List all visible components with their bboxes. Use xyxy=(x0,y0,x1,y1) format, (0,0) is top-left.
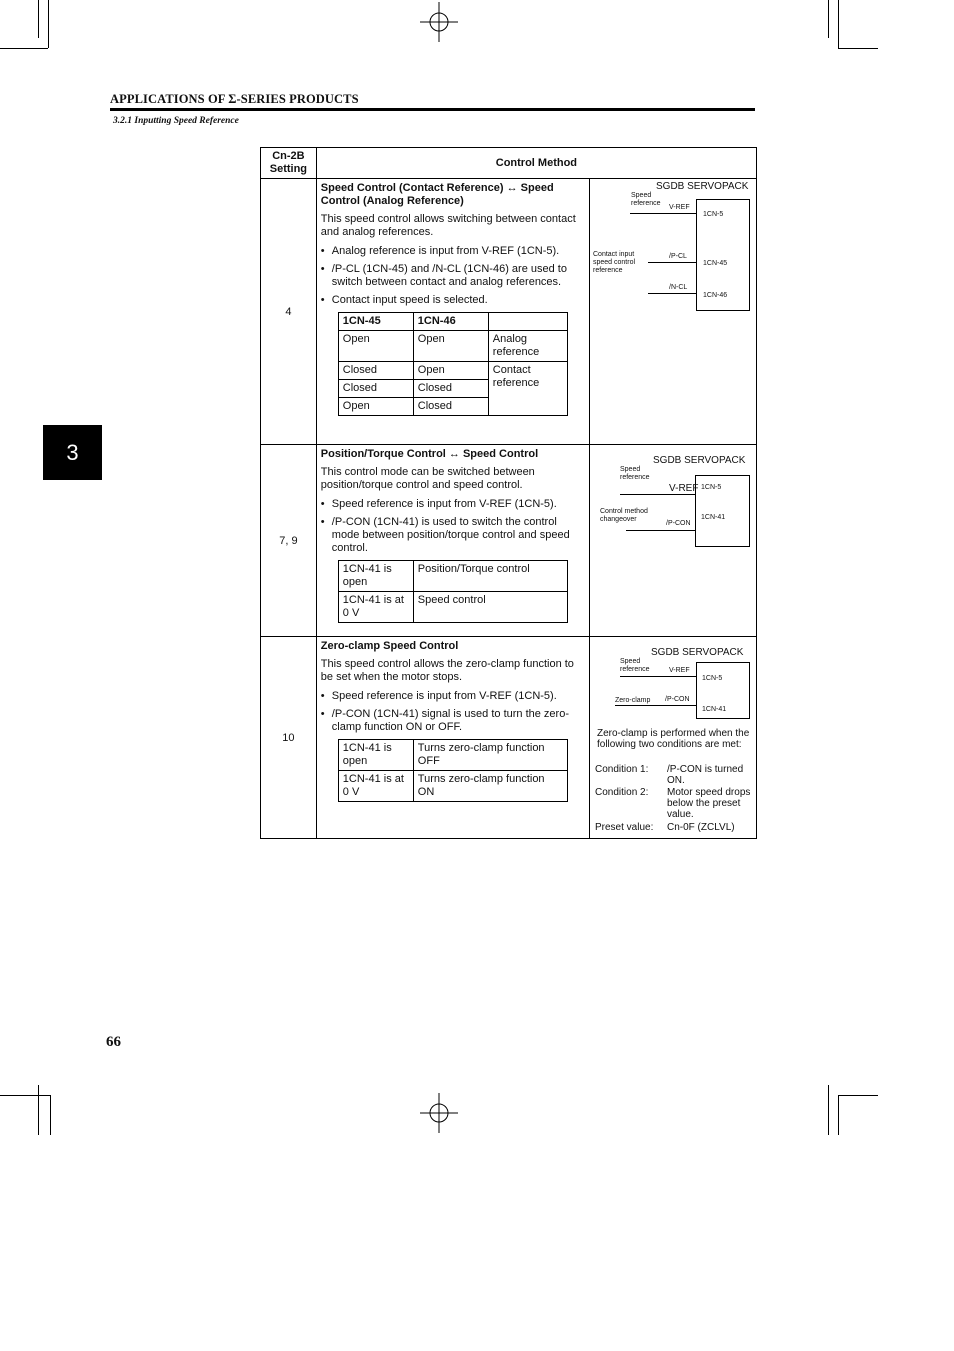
wiring-diagram xyxy=(590,637,757,839)
wiring-diagram xyxy=(590,445,757,637)
crop-mark xyxy=(0,1095,50,1096)
sub-cell: Speed control xyxy=(413,592,567,623)
registration-mark xyxy=(418,2,460,44)
sub-cell: Open xyxy=(338,398,413,416)
pin-label: 1CN-5 xyxy=(702,675,723,682)
pcon-label: /P-CON xyxy=(666,520,691,527)
method-text: This speed control allows the zero-clamp function to be set when the motor stops. xyxy=(320,658,574,683)
crop-mark xyxy=(828,1085,829,1135)
condition-label: Condition 2: xyxy=(595,787,649,798)
sub-cell: Position/Torque control xyxy=(413,561,567,592)
header-rule xyxy=(110,108,755,111)
crop-mark xyxy=(828,0,829,38)
setting-value: 4 xyxy=(261,179,317,445)
pin-label: 1CN-46 xyxy=(703,292,728,299)
contact-label: Contact input speed control reference xyxy=(593,251,636,274)
vref-label: V-REF xyxy=(669,204,690,211)
pin-label: 1CN-5 xyxy=(701,484,722,491)
crop-mark xyxy=(38,0,39,38)
signal-line xyxy=(630,213,696,214)
switch-table xyxy=(338,312,568,416)
speed-ref-label: Speed reference xyxy=(620,658,650,673)
pcl-label: /P-CL xyxy=(669,253,687,260)
crop-mark xyxy=(50,1095,51,1135)
sub-cell: Analog reference xyxy=(488,331,567,362)
condition-text: /P-CON is turned ON. xyxy=(667,764,744,786)
sub-cell: Closed xyxy=(413,380,488,398)
method-description xyxy=(316,445,589,637)
bullet-item: • Analog reference is input from V-REF (1CN-5). xyxy=(321,245,585,258)
method-text: This speed control allows switching between contact and analog references. xyxy=(320,213,576,238)
control-method-table xyxy=(260,147,757,839)
sub-cell: Closed xyxy=(338,362,413,380)
sub-cell: Open xyxy=(338,331,413,362)
crop-mark xyxy=(38,1085,39,1135)
zero-clamp-note: Zero-clamp is performed when the following two conditions are met: xyxy=(597,728,750,750)
signal-line xyxy=(615,705,696,706)
method-text: This control mode can be switched between position/torque control and speed control. xyxy=(320,466,535,491)
sub-cell: Open xyxy=(413,331,488,362)
bullet-item: • Speed reference is input from V-REF (1CN-5). xyxy=(321,498,585,511)
sub-cell: 1CN-41 is at 0 V xyxy=(338,592,413,623)
preset-text: Cn-0F (ZCLVL) xyxy=(667,822,735,833)
mode-table xyxy=(338,560,568,623)
sub-cell: Open xyxy=(413,362,488,380)
sub-cell: 1CN-41 is at 0 V xyxy=(338,771,413,802)
sub-header-cell xyxy=(488,313,567,331)
pin-label: 1CN-5 xyxy=(703,211,724,218)
changeover-label: Control method changeover xyxy=(600,508,648,523)
servopack-label: SGDB SERVOPACK xyxy=(651,647,744,658)
bullet-item: • /P-CL (1CN-45) and /N-CL (1CN-46) are used to switch between contact and analog references. xyxy=(321,263,585,289)
condition-label: Condition 1: xyxy=(595,764,649,775)
chapter-tab: 3 xyxy=(43,425,102,480)
registration-mark xyxy=(418,1093,460,1135)
signal-line xyxy=(648,293,696,294)
page-number: 66 xyxy=(106,1034,121,1050)
pin-label: 1CN-41 xyxy=(701,514,726,521)
method-title: Zero-clamp Speed Control xyxy=(320,640,459,652)
servopack-label: SGDB SERVOPACK xyxy=(656,181,749,192)
method-description xyxy=(316,637,589,839)
setting-value: 10 xyxy=(261,637,317,839)
zero-clamp-table xyxy=(338,739,568,802)
method-description xyxy=(316,179,589,445)
sub-cell: 1CN-41 is open xyxy=(338,740,413,771)
speed-ref-label: Speed reference xyxy=(620,466,650,481)
method-title: Position/Torque Control ↔ Speed Control xyxy=(320,448,539,460)
col-method-header: Control Method xyxy=(316,148,756,179)
bullet-item: • Contact input speed is selected. xyxy=(321,294,585,307)
bullet-item: • /P-CON (1CN-41) signal is used to turn the zero-clamp function ON or OFF. xyxy=(321,708,585,734)
signal-line xyxy=(648,262,696,263)
vref-label: V-REF xyxy=(669,667,690,674)
crop-mark xyxy=(838,1095,839,1135)
ncl-label: /N-CL xyxy=(669,284,688,291)
pcon-label: /P-CON xyxy=(665,696,690,703)
sub-header-cell: 1CN-45 xyxy=(342,315,381,327)
col-setting-header: Cn-2B Setting xyxy=(261,148,317,179)
zero-clamp-label: Zero-clamp xyxy=(615,697,651,704)
signal-line xyxy=(626,530,695,531)
crop-mark xyxy=(838,0,839,48)
sub-cell: Closed xyxy=(413,398,488,416)
speed-ref-label: Speed reference xyxy=(631,192,661,207)
condition-text: Motor speed drops below the preset value. xyxy=(667,787,751,820)
bullet-item: • /P-CON (1CN-41) is used to switch the control mode between position/torque control and speed control. xyxy=(321,516,585,555)
crop-mark xyxy=(838,1095,878,1096)
page-header: APPLICATIONS OF Σ-SERIES PRODUCTS xyxy=(110,92,359,106)
method-title: Speed Control (Contact Reference) ↔ Speed Control (Analog Reference) xyxy=(320,182,554,207)
vref-label: V-REF xyxy=(669,483,699,494)
setting-value: 7, 9 xyxy=(261,445,317,637)
pin-label: 1CN-41 xyxy=(702,706,727,713)
bullet-item: • Speed reference is input from V-REF (1CN-5). xyxy=(321,690,585,703)
servopack-label: SGDB SERVOPACK xyxy=(653,455,746,466)
sub-cell: 1CN-41 is open xyxy=(338,561,413,592)
sub-cell: Turns zero-clamp function OFF xyxy=(413,740,567,771)
sub-cell: Turns zero-clamp function ON xyxy=(413,771,567,802)
crop-mark xyxy=(48,0,49,48)
sub-cell: Contact reference xyxy=(488,362,567,416)
pin-label: 1CN-45 xyxy=(703,260,728,267)
preset-label: Preset value: xyxy=(595,822,654,833)
signal-line xyxy=(620,494,695,495)
sub-header-cell: 1CN-46 xyxy=(417,315,456,327)
section-subheader: 3.2.1 Inputting Speed Reference xyxy=(113,116,239,126)
wiring-diagram xyxy=(590,179,757,445)
signal-line xyxy=(620,676,696,677)
crop-mark xyxy=(0,48,48,49)
crop-mark xyxy=(838,48,878,49)
sub-cell: Closed xyxy=(338,380,413,398)
